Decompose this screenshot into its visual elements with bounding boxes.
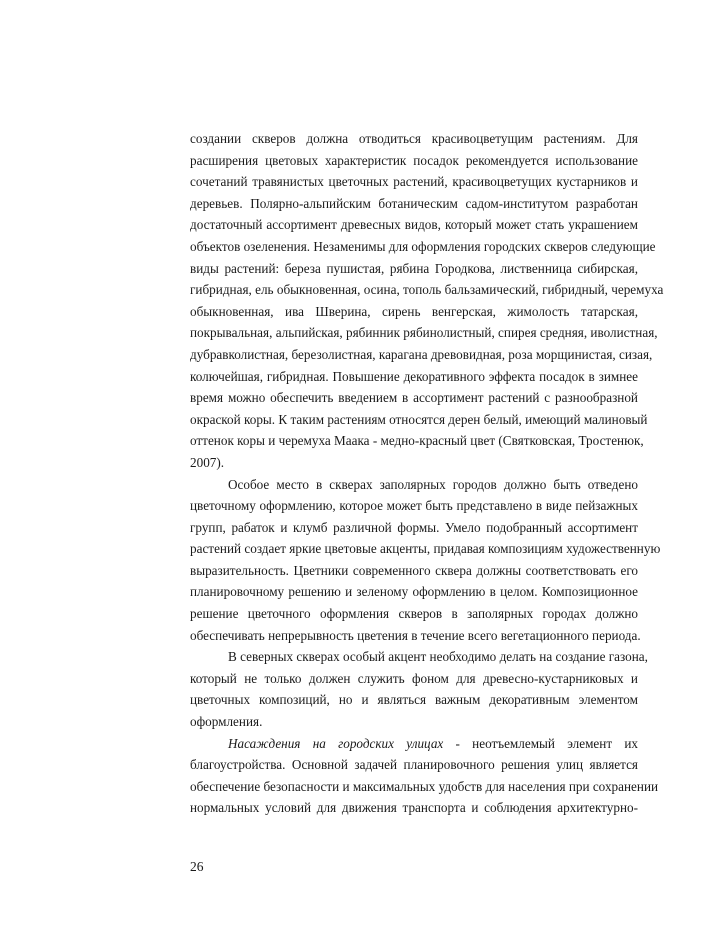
text-line: планировочному решению и зеленому оформлению в целом. Композиционное: [190, 584, 638, 600]
text-line: обыкновенная, ива Шверина, сирень венгерская, жимолость татарская,: [190, 303, 638, 319]
text-line: цветочному оформлению, которое может быть представлено в виде пейзажных: [190, 498, 638, 514]
text-line: обеспечение безопасности и максимальных удобств для населения при сохранении: [190, 778, 659, 794]
page-number: 26: [190, 859, 204, 874]
text-line: обеспечивать непрерывность цветения в течение всего вегетационного периода.: [190, 627, 641, 643]
text-line: В северных скверах особый акцент необходимо делать на создание газона,: [228, 649, 648, 665]
text-line: цветочных композиций, но и являться важным декоративным элементом: [190, 692, 638, 708]
text-line: дубравколистная, березолистная, карагана древовидная, роза морщинистая, сизая,: [190, 346, 653, 362]
text-line: сочетаний травянистых цветочных растений, красивоцветущих кустарников и: [190, 174, 638, 190]
text-line: колючейшая, гибридная. Повышение декоративного эффекта посадок в зимнее: [190, 368, 638, 384]
text-line: оттенок коры и черемуха Маака - медно-красный цвет (Святковская, Тростенюк,: [190, 433, 644, 449]
text-line: гибридная, ель обыкновенная, осина, тополь бальзамический, гибридный, черемуха: [190, 282, 664, 298]
text-line: Особое место в скверах заполярных городов должно быть отведено: [228, 476, 638, 492]
text-line: [190, 733, 638, 755]
text-line: решение цветочного оформления скверов в заполярных городах должно: [190, 606, 638, 622]
text-line: время можно обеспечить введением в ассортимент растений с разнообразной: [190, 390, 638, 406]
text-line: 2007).: [190, 454, 225, 470]
text-line: виды растений: береза пушистая, рябина Городкова, лиственница сибирская,: [190, 260, 638, 276]
text-line: расширения цветовых характеристик посадок рекомендуется использование: [190, 152, 638, 168]
text-line: нормальных условий для движения транспорта и соблюдения архитектурно-: [190, 800, 638, 816]
text-span: - неотъемлемый элемент их: [443, 735, 638, 751]
text-line: который не только должен служить фоном для древесно-кустарниковых и: [190, 670, 638, 686]
italic-term: Насаждения на городских улицах: [228, 735, 444, 751]
text-line: деревьев. Полярно-альпийским ботаническим садом-институтом разработан: [190, 195, 638, 211]
text-line: объектов озеленения. Незаменимы для оформления городских скверов следующие: [190, 238, 656, 254]
body-text: [190, 128, 664, 819]
text-line: окраской коры. К таким растениям относятся дерен белый, имеющий малиновый: [190, 411, 648, 427]
text-line: создании скверов должна отводиться красивоцветущим растениям. Для: [190, 131, 638, 146]
text-line: выразительность. Цветники современного сквера должны соответствовать его: [190, 562, 638, 578]
text-line: покрывальная, альпийская, рябинник рябинолистный, спирея средняя, иволистная,: [190, 325, 658, 341]
text-line: оформления.: [190, 714, 263, 730]
text-line: групп, рабаток и клумб различной формы. Умело подобранный ассортимент: [190, 519, 638, 535]
text-line: растений создает яркие цветовые акценты, придавая композициям художественную: [190, 541, 661, 557]
text-line: достаточный ассортимент древесных видов, который может стать украшением: [190, 217, 638, 233]
text-line: благоустройства. Основной задачей планировочного решения улиц является: [190, 757, 638, 773]
